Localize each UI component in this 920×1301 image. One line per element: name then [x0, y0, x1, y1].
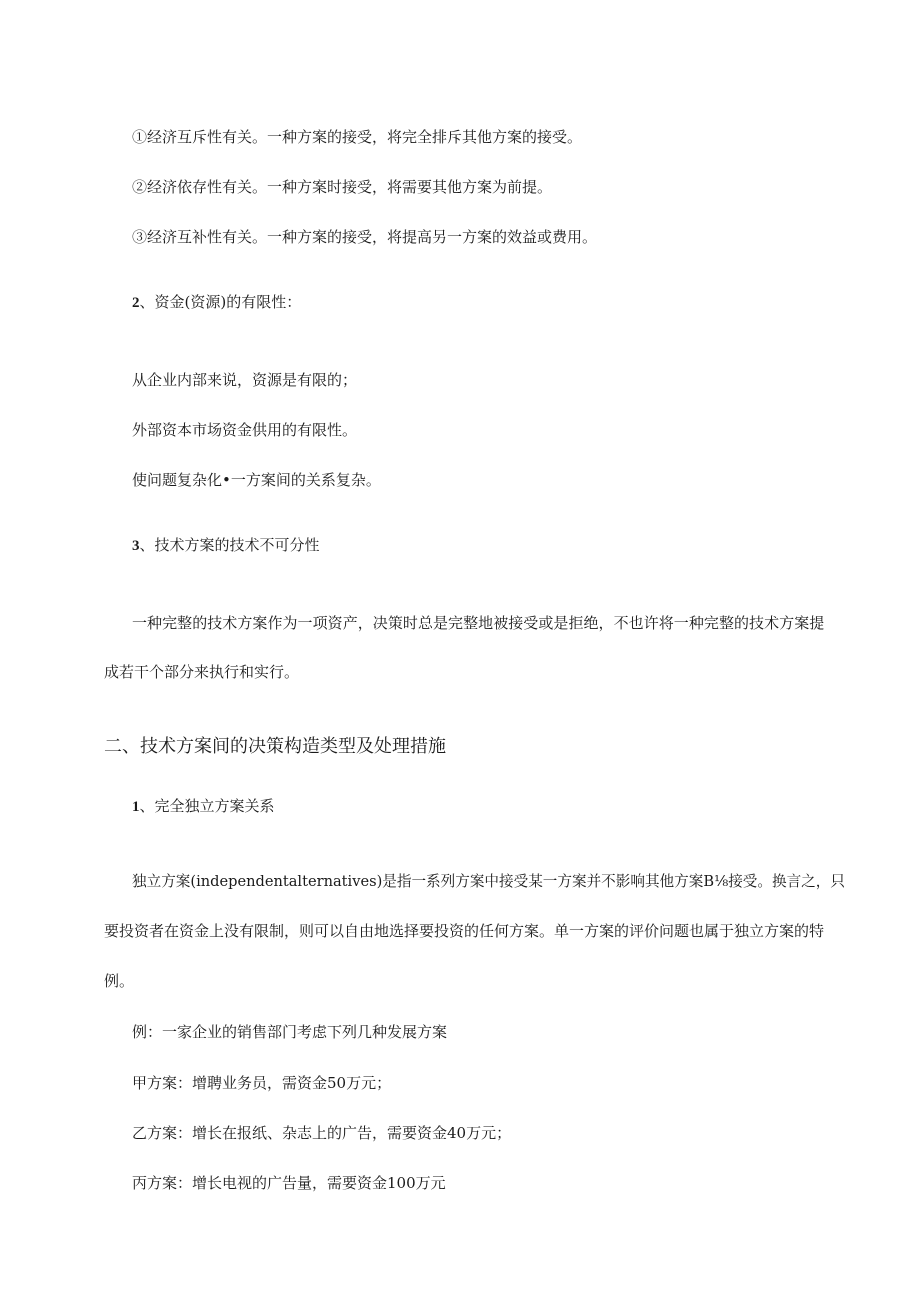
relation-item-complementarity: ③经济互补性有关。一种方案的接受，将提高另一方案的效益或费用。: [132, 228, 598, 246]
section-1-heading: [132, 796, 275, 817]
section-1-paragraph-line: 例。: [104, 972, 135, 990]
section-2-title: 、资金(资源)的有限性：: [139, 293, 302, 311]
section-3-number: 3: [132, 538, 140, 554]
section-2-point: 使问题复杂化•一方案间的关系复杂。: [132, 471, 381, 489]
relation-item-dependence: ②经济依存性有关。一种方案时接受，将需要其他方案为前提。: [132, 178, 553, 196]
example-option: 乙方案：增长在报纸、杂志上的广告，需要资金40万元；: [132, 1124, 512, 1142]
section-3-heading: [132, 535, 320, 556]
relation-item-mutual-exclusion: ①经济互斥性有关。一种方案的接受，将完全排斥其他方案的接受。: [132, 128, 583, 146]
example-option: 甲方案：增聘业务员，需资金50万元；: [132, 1074, 392, 1092]
section-3-title: 、技术方案的技术不可分性: [139, 536, 320, 554]
chapter-heading: 二、技术方案间的决策构造类型及处理措施: [104, 736, 446, 757]
section-1-paragraph-line: 要投资者在资金上没有限制，则可以自由地选择要投资的任何方案。单一方案的评价问题也属于独立方案的特: [104, 922, 825, 940]
section-2-point: 从企业内部来说，资源是有限的；: [132, 371, 358, 389]
example-option: 丙方案：增长电视的广告量，需要资金100万元: [132, 1174, 446, 1192]
section-1-paragraph-line: 独立方案(independentalternatives)是指一系列方案中接受某一方案并不影响其他方案B⅛接受。换言之，只: [132, 873, 845, 890]
section-2-heading: [132, 292, 301, 313]
section-2-point: 外部资本市场资金供用的有限性。: [132, 421, 358, 439]
section-3-paragraph-line: 一种完整的技术方案作为一项资产，决策时总是完整地被接受或是拒绝，不也许将一种完整的技术方案提: [132, 614, 825, 632]
section-2-number: 2: [132, 295, 140, 311]
section-3-paragraph-line: 成若干个部分来执行和实行。: [104, 663, 300, 681]
section-1-title: 、完全独立方案关系: [139, 797, 275, 815]
section-1-number: 1: [132, 799, 140, 815]
example-intro: 例：一家企业的销售部门考虑下列几种发展方案: [132, 1023, 448, 1041]
